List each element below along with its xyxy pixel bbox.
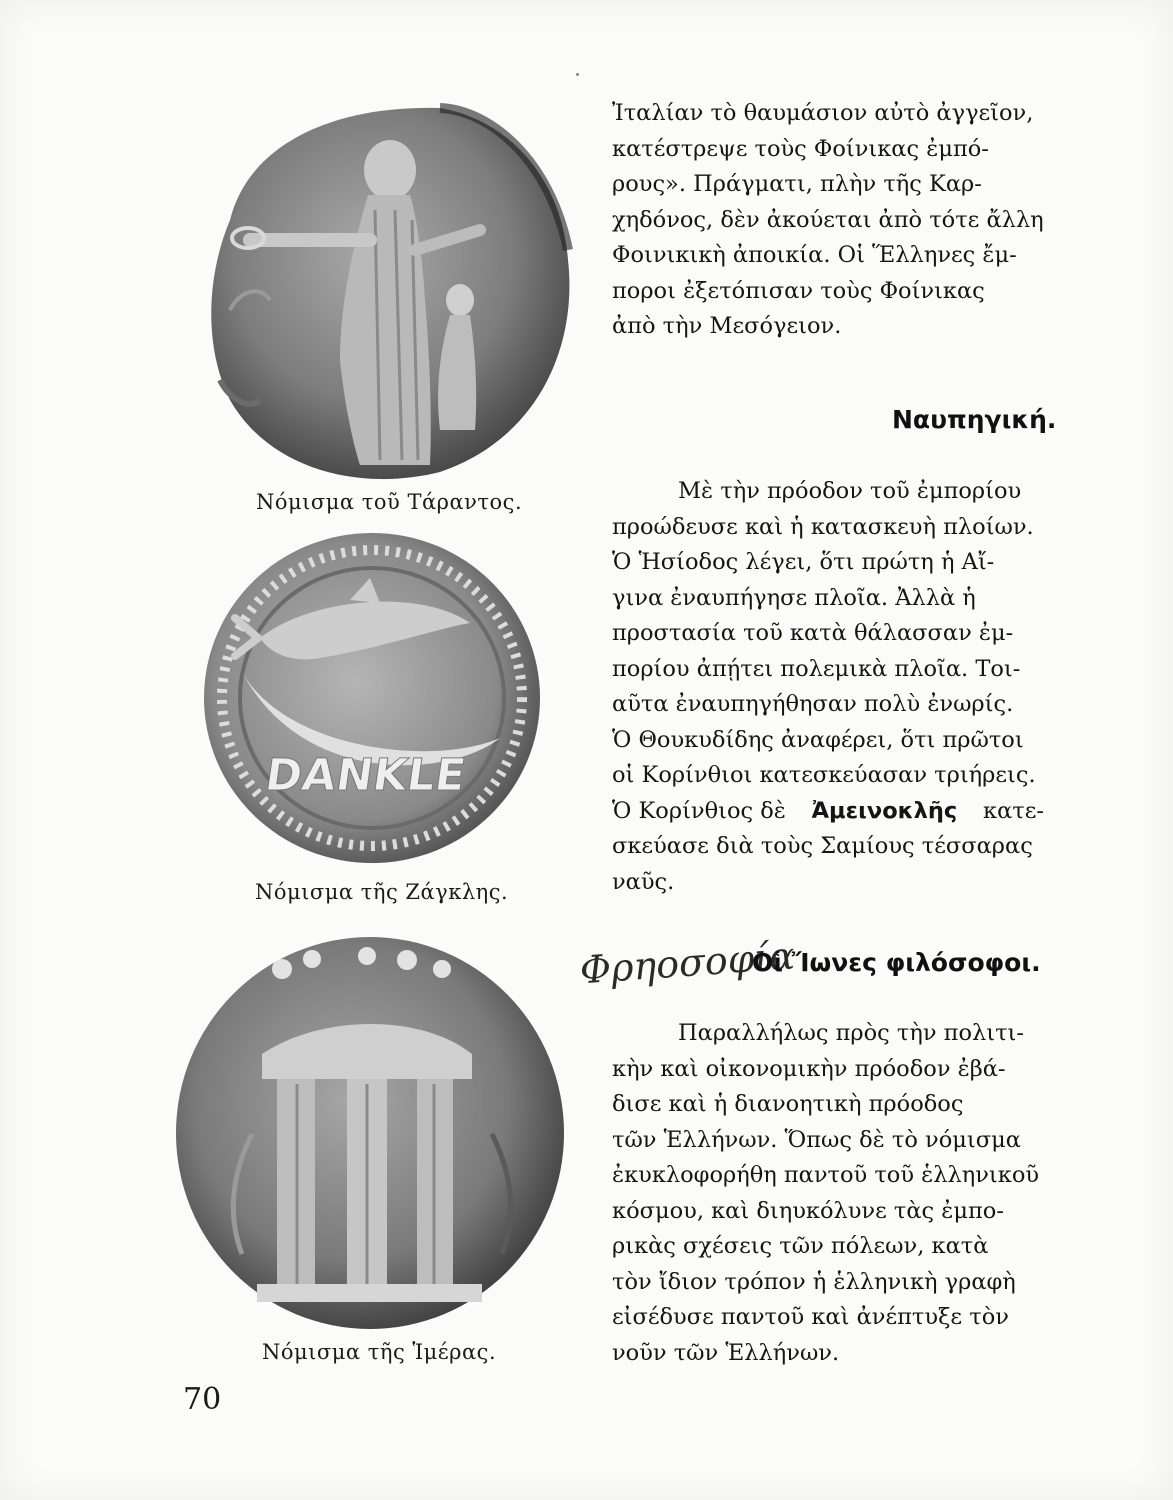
coin-zankle-image (200, 528, 545, 868)
text-line: τὸν ἴδιον τρόπον ἡ ἑλληνικὴ γραφὴ (612, 1268, 1016, 1295)
text-line: οἱ Κορίνθιοι κατεσκεύασαν τριήρεις. (612, 762, 1036, 788)
text-fragment: Ὁ Κορίνθιος δὲ (612, 797, 786, 824)
name-ameinokles: Ἀμεινοκλῆς (811, 797, 958, 824)
handwritten-annotation (578, 928, 797, 1000)
coin-taras-image (190, 100, 578, 490)
text-line: εἰσέδυσε παντοῦ καὶ ἀνέπτυξε τὸν (612, 1304, 1009, 1330)
heading-shipbuilding: Ναυπηγική. (892, 405, 1057, 434)
scan-speck (576, 73, 579, 76)
text-line: Φοινικικὴ ἀποικία. Οἱ Ἕλληνες ἔμ- (612, 242, 1017, 268)
paragraph-shipbuilding (612, 474, 1044, 900)
text-line: Ἰταλίαν τὸ θαυμάσιον αὐτὸ ἀγγεῖον, (612, 100, 1034, 126)
text-line: κὴν καὶ οἰκονομικὴν πρόοδον ἐβά- (612, 1055, 1006, 1082)
text-line: δισε καὶ ἡ διανοητικὴ πρόοδος (612, 1091, 964, 1117)
caption-zankle: Νόμισμα τῆς Ζάγκλης. (255, 880, 509, 904)
coin-zankle-inscription (262, 745, 488, 805)
text-line: ἐκυκλοφορήθη παντοῦ τοῦ ἑλληνικοῦ (612, 1162, 1040, 1188)
coin-himera-image (172, 934, 568, 1332)
text-fragment: κατε- (983, 797, 1044, 824)
text-line: τῶν Ἑλλήνων. Ὅπως δὲ τὸ νόμισμα (612, 1126, 1021, 1153)
text-line: ναῦς. (612, 868, 675, 895)
text-line: πορίου ἀπῄτει πολεμικὰ πλοῖα. Τοι- (612, 655, 1021, 682)
text-line: προστασία τοῦ κατὰ θάλασσαν ἐμ- (612, 620, 1014, 646)
text-line: Παραλλήλως πρὸς τὴν πολιτι- (678, 1020, 1024, 1046)
text-line: χηδόνος, δὲν ἀκούεται ἀπὸ τότε ἄλλη (612, 206, 1044, 233)
text-line: Ὁ Ἡσίοδος λέγει, ὅτι πρώτη ἡ Αἴ- (612, 549, 995, 575)
text-line: αῦτα ἐναυπηγήθησαν πολὺ ἐνωρίς. (612, 691, 1014, 717)
text-line: γινα ἐναυπήγησε πλοῖα. Ἀλλὰ ἡ (612, 584, 976, 611)
text-line: κόσμου, καὶ διηυκόλυνε τὰς ἐμπο- (612, 1197, 1004, 1224)
text-line: ποροι ἐξετόπισαν τοὺς Φοίνικας (612, 277, 985, 304)
text-line: Ὁ Θουκυδίδης ἀναφέρει, ὅτι πρῶτοι (612, 726, 1024, 753)
text-line: νοῦν τῶν Ἑλλήνων. (612, 1339, 840, 1366)
caption-taras: Νόμισμα τοῦ Τάραντος. (256, 490, 523, 514)
heading-ionian-philosophers: Οἱ Ἴωνες φιλόσοφοι. (752, 948, 1041, 977)
text-line: ἀπὸ τὴν Μεσόγειον. (612, 313, 842, 339)
text-line: ρους». Πράγματι, πλὴν τῆς Καρ- (612, 171, 982, 197)
text-line-ameinokles (612, 794, 1044, 830)
paragraph-trade (612, 96, 1044, 345)
text-line: ρικὰς σχέσεις τῶν πόλεων, κατὰ (612, 1233, 989, 1259)
text-line: σκεύασε διὰ τοὺς Σαμίους τέσσαρας (612, 833, 1033, 859)
page-number: 70 (183, 1382, 222, 1417)
text-line: Μὲ τὴν πρόοδον τοῦ ἐμπορίου (678, 478, 1022, 504)
text-line: κατέστρεψε τοὺς Φοίνικας ἐμπό- (612, 135, 989, 162)
caption-himera: Νόμισμα τῆς Ἱμέρας. (262, 1340, 497, 1364)
text-line: προώδευσε καὶ ἡ κατασκευὴ πλοίων. (612, 513, 1034, 540)
svg-text:Φρηοσοφία: Φρηοσοφία (578, 933, 797, 993)
paragraph-philosophers (612, 1016, 1044, 1371)
svg-text:DANKLE: DANKLE (262, 750, 469, 801)
